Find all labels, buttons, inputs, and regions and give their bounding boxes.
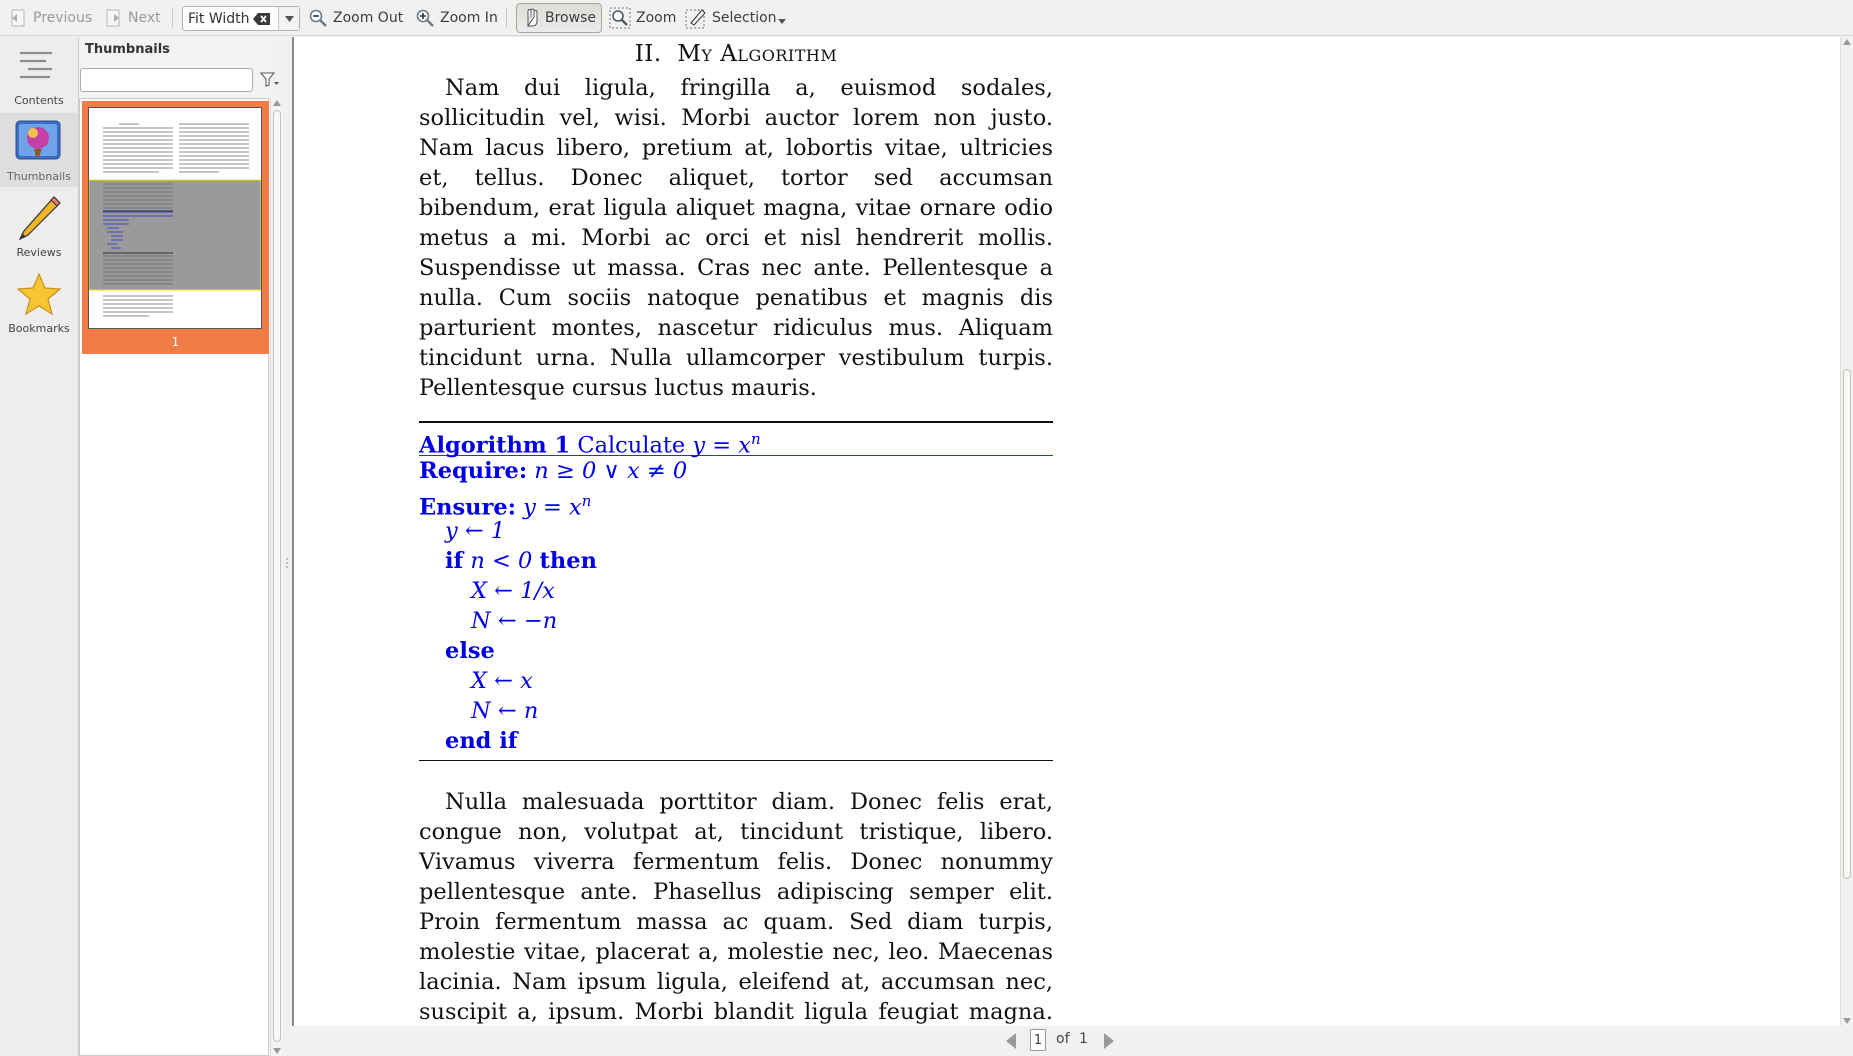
algorithm-block [419, 421, 1053, 761]
thumbnail-list [79, 98, 269, 1056]
if-keyword: if [445, 548, 464, 574]
total-pages: 1 [1079, 1031, 1088, 1047]
zoom-in-label: Zoom In [440, 10, 498, 26]
page-thumbnail[interactable] [88, 107, 262, 329]
chevron-down-icon [778, 19, 786, 24]
zoom-mode-value: Fit Width [188, 11, 250, 27]
nav-thumbnails[interactable] [0, 113, 78, 187]
paragraph: Nulla malesuada porttitor diam. Donec felis erat, congue non, volutpat at, tincidunt tristique, libero. Vivamus viverra fermentum felis. Donec nonummy pellentesque ante. Phasellus adipiscing semper elit. Proin fermentum massa ac quam. Sed diam turpis, molestie vitae, placerat a, molestie nec, leo. Maecenas lacinia. Nam ipsum ligula, eleifend at, accumsan nec, suscipit a, ipsum. Morbi blandit ligula feugiat magna. [419, 789, 1053, 1025]
current-page-input[interactable]: 1 [1030, 1029, 1046, 1051]
page-of-label: of [1056, 1031, 1070, 1047]
else-keyword: else [445, 638, 495, 664]
ensure-math: y = x [523, 494, 582, 521]
thumbnail-page-number: 1 [171, 335, 180, 349]
thumbnail-item[interactable] [82, 101, 269, 354]
require-keyword: Require: [419, 458, 528, 484]
endif-keyword: end if [445, 728, 518, 754]
algorithm-else-line [419, 636, 1053, 666]
algorithm-line: N ← −n [471, 608, 558, 634]
hand-icon [524, 8, 540, 28]
next-page-icon [103, 8, 123, 28]
nav-reviews-label: Reviews [16, 246, 62, 259]
scroll-up-icon[interactable] [273, 100, 281, 106]
nav-contents-label: Contents [14, 94, 64, 107]
ensure-keyword: Ensure: [419, 494, 517, 521]
scroll-down-icon[interactable] [1843, 1018, 1851, 1024]
thumbnail-search-input[interactable] [80, 68, 253, 92]
require-math: n ≥ 0 ∨ x ≠ 0 [534, 458, 688, 484]
algorithm-endif-line [419, 726, 1053, 756]
browse-content [524, 4, 596, 32]
algorithm-line: X ← x [471, 668, 533, 694]
pencil-icon [14, 195, 64, 245]
algorithm-line: N ← n [471, 698, 539, 724]
thumbnails-icon [14, 119, 64, 163]
previous-button[interactable] [8, 4, 92, 32]
previous-label: Previous [33, 10, 93, 26]
thumbnail-page-preview [89, 108, 261, 328]
document-scrollbar-thumb[interactable] [1843, 369, 1851, 879]
next-label: Next [128, 10, 161, 26]
next-button[interactable] [103, 4, 161, 32]
then-keyword: then [539, 548, 597, 574]
ensure-sup: n [581, 492, 592, 510]
panel-scrollbar-thumb[interactable] [273, 110, 281, 1042]
section-heading [419, 39, 1053, 69]
nav-bookmarks[interactable] [0, 265, 78, 339]
algorithm-label: Algorithm 1 [419, 432, 571, 459]
page-navigation-bar [292, 1026, 1853, 1056]
selection-button[interactable] [685, 4, 786, 32]
nav-reviews[interactable] [0, 189, 78, 263]
browse-button[interactable] [516, 3, 602, 33]
paragraph: Nam dui ligula, fringilla a, euismod sodales, sollicitudin vel, wisi. Morbi auctor lorem non justo. Nam lacus libero, pretium at, lobortis vitae, ultricies et, tellus. Donec aliquet, tortor sed accumsan bibendum, erat ligula aliquet magna, vitae ornare odio metus a mi. Morbi ac orci et nisl hendrerit mollis. Suspendisse ut massa. Cras nec ante. Pellentesque a nulla. Cum sociis natoque penatibus et magnis dis parturient montes, nascetur ridiculus mus. Aliquam tincidunt urna. Nulla ullamcorper vestibulum turpis. Pellentesque cursus luctus mauris. [419, 75, 1053, 401]
selection-icon [685, 7, 707, 29]
zoom-out-icon [308, 8, 328, 28]
algorithm-ensure-line [419, 486, 1053, 521]
next-page-arrow-icon[interactable] [1102, 1032, 1116, 1050]
toolbar-separator [172, 8, 173, 28]
algorithm-caption-math: y = x [692, 432, 751, 459]
zoom-mode-select[interactable] [182, 6, 300, 31]
star-icon [14, 271, 64, 321]
algorithm-require-line [419, 456, 1053, 486]
nav-thumbnails-label: Thumbnails [7, 170, 71, 183]
chevron-down-icon [285, 16, 294, 22]
panel-title: Thumbnails [85, 42, 170, 57]
browse-label: Browse [545, 10, 596, 26]
zoom-tool-label: Zoom [636, 10, 677, 26]
nav-contents[interactable] [0, 37, 78, 111]
document-page [419, 37, 1053, 1026]
algorithm-if-line [419, 546, 1053, 576]
section-title: My Algorithm [677, 41, 838, 67]
zoom-out-button[interactable] [308, 4, 403, 32]
zoom-tool-button[interactable] [609, 4, 676, 32]
document-view[interactable] [292, 37, 1840, 1026]
section-number: II. [634, 41, 662, 67]
selection-label: Selection [712, 10, 777, 26]
scroll-down-icon[interactable] [273, 1048, 281, 1054]
algorithm-caption-sup: n [750, 430, 761, 448]
algorithm-caption [419, 423, 1053, 459]
nav-bookmarks-label: Bookmarks [8, 322, 70, 335]
panel-splitter[interactable] [282, 37, 292, 1056]
if-condition: n < 0 [470, 548, 533, 574]
toolbar [0, 0, 1853, 36]
document-scrollbar[interactable] [1840, 37, 1853, 1026]
zoom-mode-dropdown[interactable] [278, 7, 299, 30]
thumbnails-panel [79, 37, 269, 1056]
algorithm-line: X ← 1/x [471, 578, 555, 604]
previous-page-arrow-icon[interactable] [1004, 1032, 1018, 1050]
zoom-in-icon [415, 8, 435, 28]
zoom-in-button[interactable] [415, 4, 498, 32]
toolbar-separator [506, 8, 507, 28]
scroll-up-icon[interactable] [1843, 39, 1851, 45]
algorithm-caption-text: Calculate [577, 432, 686, 459]
clear-icon[interactable] [253, 12, 271, 26]
algorithm-line: y ← 1 [445, 518, 506, 544]
navigation-strip [0, 37, 79, 1056]
previous-page-icon [8, 8, 28, 28]
zoom-out-label: Zoom Out [333, 10, 404, 26]
zoom-tool-icon [609, 7, 631, 29]
filter-icon[interactable] [260, 72, 280, 88]
splitter-handle-icon [285, 557, 289, 569]
contents-icon [14, 43, 64, 87]
